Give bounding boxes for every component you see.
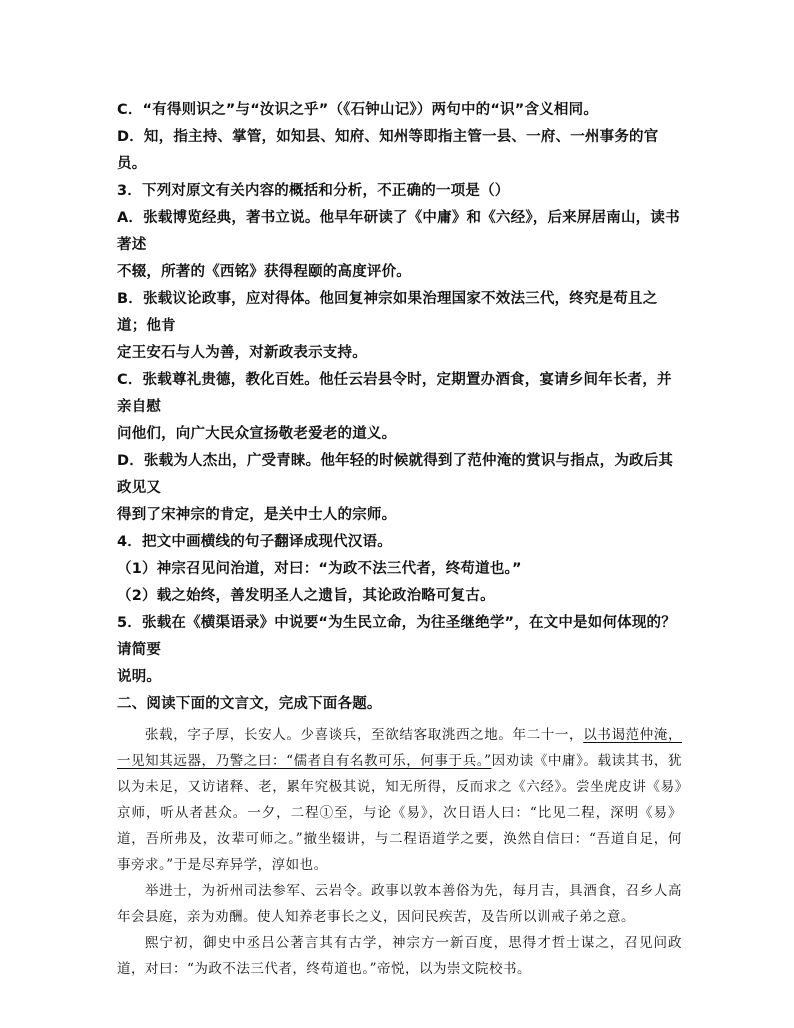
question-4-stem: 4．把文中画横线的句子翻译成现代汉语。 (117, 534, 392, 550)
underlined-sentence: 以书谒范仲淹，一见知其远器，乃警之曰：“儒者自有名教可乐，何事于兵。” (117, 727, 683, 769)
question-5-line2: 说明。 (117, 669, 162, 685)
q3-option-c-line2: 问他们，向广大民众宣扬敬老爱老的道义。 (117, 426, 397, 442)
q3-option-a-line2: 不辍，所著的《西铭》获得程颐的高度评价。 (117, 264, 411, 280)
q3-option-c-line1: C．张载尊礼贵德，教化百姓。他任云岩县令时，定期置办酒食，宴请乡间年长者，并亲自慰 (117, 372, 672, 415)
question-3-stem: 3．下列对原文有关内容的概括和分析，不正确的一项是（） (117, 183, 510, 199)
passage-paragraph-3: 熙宁初，御史中丞吕公著言其有古学，神宗方一新百度，思得才哲士谋之，召见问政道，对曰：“为政不法三代者，终苟道也。”帝悦，以为崇文院校书。 (117, 935, 682, 977)
passage-paragraph-2: 举进士，为祈州司法参军、云岩令。政事以敦本善俗为先，每月吉，具酒食，召乡人高年会县庭，亲为劝酬。使人知养老事长之义，因问民疾苦，及告所以训戒子弟之意。 (117, 883, 682, 925)
passage-paragraph-1 (117, 722, 682, 878)
option-d-line: D．知，指主持、掌管，如知县、知府、知州等即指主管一县、一府、一州事务的官员。 (117, 129, 659, 172)
q3-option-d-line2: 得到了宋神宗的肯定，是关中士人的宗师。 (117, 507, 397, 523)
q4-sentence-2: （2）载之始终，善发明圣人之遗旨，其论政治略可复古。 (117, 588, 495, 604)
q4-sentence-1: （1）神宗召见问治道，对曰：“为政不法三代者，终苟道也。” (117, 561, 522, 577)
section-2-heading: 二、阅读下面的文言文，完成下面各题。 (117, 696, 382, 712)
q3-option-d-line1: D．张载为人杰出，广受青睐。他年轻的时候就得到了范仲淹的赏识与指点，为政后其政见又 (117, 453, 674, 496)
content-area (117, 97, 682, 982)
passage-p1-pre: 张载，字子厚，长安人。少喜谈兵，至欲结客取洮西之地。年二十一， (145, 727, 584, 743)
q3-option-b-line1: B．张载议论政事，应对得体。他回复神宗如果治理国家不效法三代，终究是苟且之道；他肯 (117, 291, 658, 334)
passage-p1-post: 因劝读《中庸》。载读其书，犹以为未足，又访诸释、老，累年究极其说，知无所得，反而求之《六经》。尝坐虎皮讲《易》京师，听从者甚众。一夕，二程①至，与论《易》，次日语人曰：“比见二程，深明《易》道，吾所弗及，汝辈可师之。”撤坐辍讲，与二程语道学之要，涣然自信曰：“吾道自足，何事旁求。”于是尽弃异学，淳如也。 (117, 753, 682, 873)
question-5-line1: 5．张载在《横渠语录》中说要“为生民立命，为往圣继绝学”，在文中是如何体现的？请简要 (117, 615, 676, 658)
classical-passage (117, 722, 682, 982)
q3-option-b-line2: 定王安石与人为善，对新政表示支持。 (117, 345, 367, 361)
q3-option-a-line1: A．张载博览经典，著书立说。他早年研读了《中庸》和《六经》，后来屏居南山，读书著述 (117, 210, 680, 253)
option-c-line: C．“有得则识之”与“汝识之乎”（《石钟山记》）两句中的“识”含义相同。 (117, 102, 599, 118)
